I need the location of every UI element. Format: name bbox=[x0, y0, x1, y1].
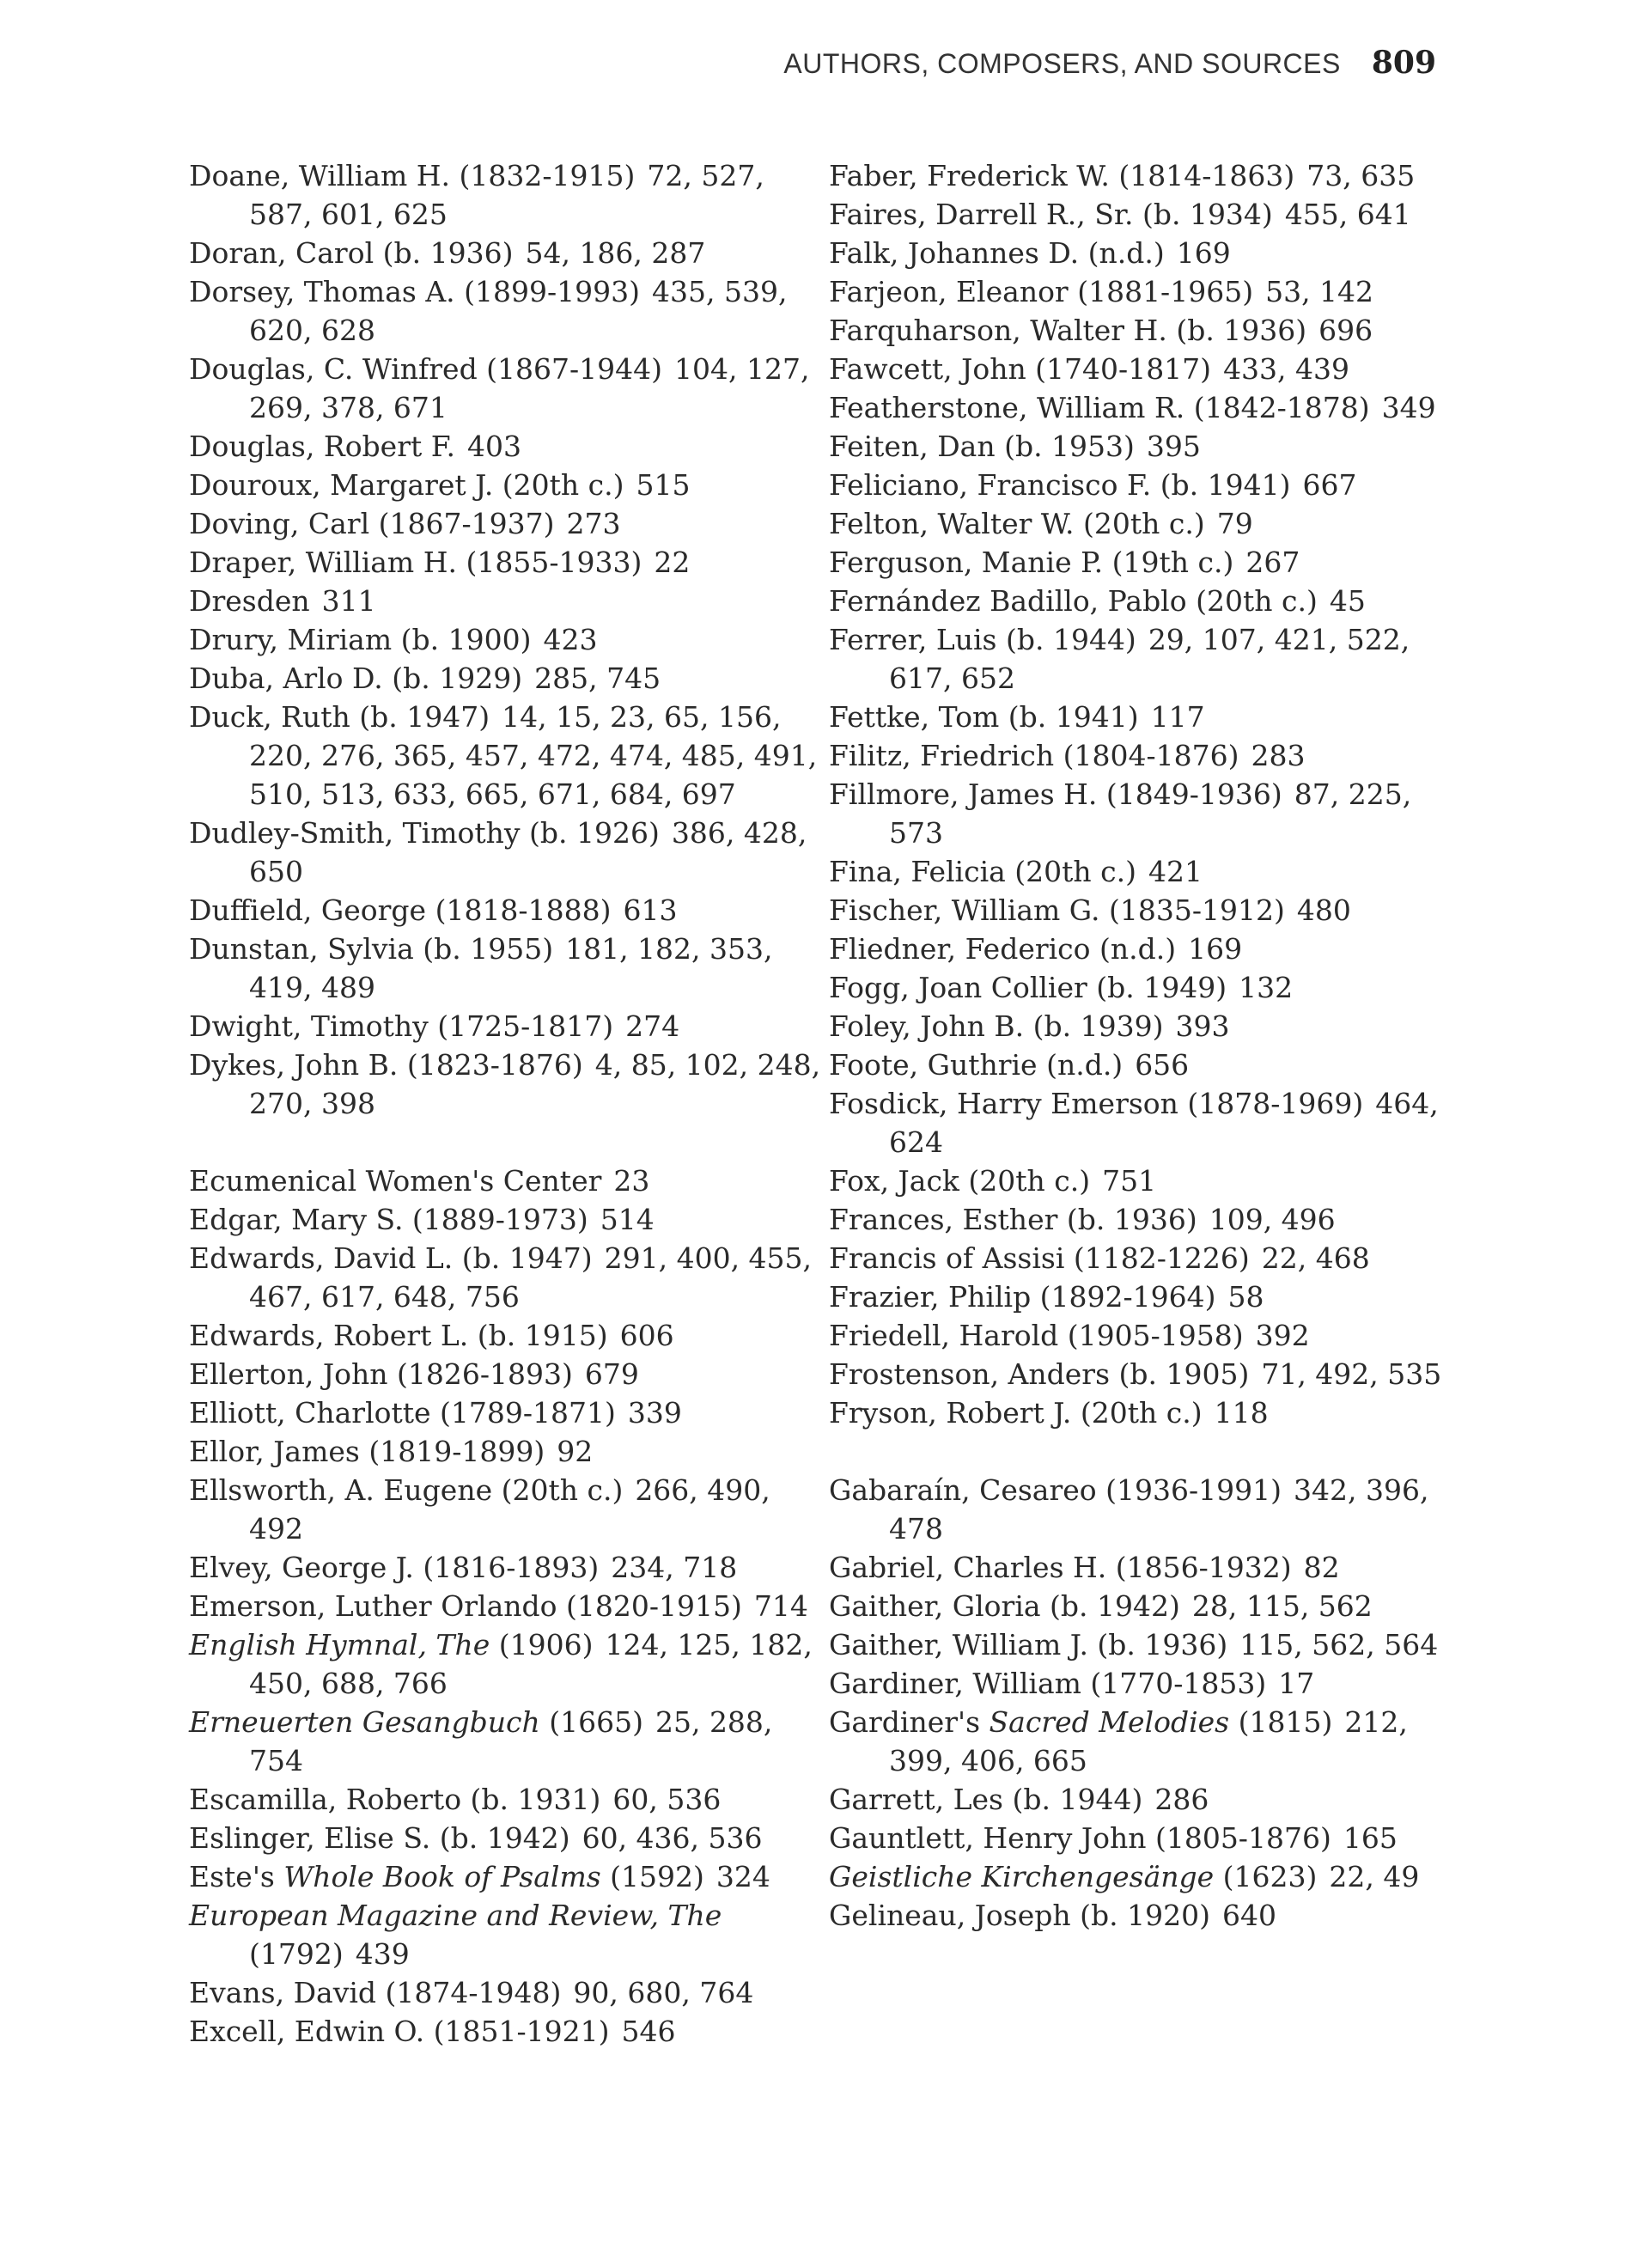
index-entry bbox=[189, 1471, 825, 1548]
entry-name: Douglas, Robert F. bbox=[189, 430, 455, 463]
index-entry bbox=[189, 1239, 825, 1316]
index-entry bbox=[189, 427, 825, 466]
index-entry bbox=[189, 234, 825, 272]
entry-name: Ecumenical Women's Center bbox=[189, 1164, 602, 1198]
entry-name-suffix: (1792) bbox=[249, 1937, 344, 1971]
entry-name: Frostenson, Anders (b. 1905) bbox=[829, 1357, 1250, 1391]
index-entry bbox=[829, 698, 1465, 736]
index-entry bbox=[189, 891, 825, 930]
entry-name: Ellsworth, A. Eugene (20th c.) bbox=[189, 1473, 624, 1507]
entry-name: Dorsey, Thomas A. (1899-1993) bbox=[189, 275, 641, 308]
index-entry bbox=[829, 1548, 1465, 1587]
entry-name: Fawcett, John (1740-1817) bbox=[829, 352, 1212, 386]
index-entry bbox=[829, 1084, 1465, 1161]
index-column-left bbox=[189, 156, 825, 2051]
entry-pages: 4, 85, 102, 248, 270, 398 bbox=[249, 1048, 821, 1120]
index-entry bbox=[189, 1432, 825, 1471]
entry-name: Fischer, William G. (1835-1912) bbox=[829, 893, 1285, 927]
entry-pages: 514 bbox=[600, 1203, 655, 1236]
index-entry bbox=[829, 930, 1465, 968]
index-entry bbox=[829, 1896, 1465, 1935]
entry-pages: 435, 539, 620, 628 bbox=[249, 275, 788, 347]
entry-source-title: European Magazine and Review, The bbox=[189, 1899, 722, 1932]
entry-pages: 25, 288, 754 bbox=[249, 1705, 773, 1777]
entry-name-suffix: (1623) bbox=[1214, 1860, 1318, 1893]
index-entry bbox=[189, 1548, 825, 1587]
entry-name: Gaither, Gloria (b. 1942) bbox=[829, 1589, 1180, 1623]
entry-pages: 79 bbox=[1216, 507, 1253, 540]
entry-name: Dudley-Smith, Timothy (b. 1926) bbox=[189, 816, 660, 850]
entry-pages: 118 bbox=[1214, 1396, 1269, 1430]
entry-pages: 14, 15, 23, 65, 156, 220, 276, 365, 457, 472, 474, 485, 491, 510, 513, 633, 665, 671, 684, 697 bbox=[249, 700, 818, 811]
index-entry bbox=[189, 659, 825, 698]
entry-pages: 393 bbox=[1175, 1009, 1230, 1043]
entry-name: Fernández Badillo, Pablo (20th c.) bbox=[829, 584, 1318, 618]
index-entry bbox=[829, 775, 1465, 852]
entry-pages: 285, 745 bbox=[534, 662, 661, 695]
entry-name-prefix: Gardiner's bbox=[829, 1705, 990, 1739]
index-entry bbox=[829, 466, 1465, 504]
entry-pages: 181, 182, 353, 419, 489 bbox=[249, 932, 773, 1004]
index-entry bbox=[829, 272, 1465, 311]
index-entry bbox=[189, 504, 825, 543]
entry-pages: 439 bbox=[355, 1937, 410, 1971]
index-entry bbox=[829, 156, 1465, 195]
entry-pages: 421 bbox=[1148, 855, 1203, 888]
entry-pages: 90, 680, 764 bbox=[573, 1976, 754, 2009]
index-entry bbox=[189, 1161, 825, 1200]
index-entry bbox=[189, 350, 825, 427]
entry-name-suffix: (1815) bbox=[1229, 1705, 1333, 1739]
index-entry bbox=[829, 1703, 1465, 1780]
entry-name: Gaither, William J. (b. 1936) bbox=[829, 1628, 1228, 1661]
entry-pages: 54, 186, 287 bbox=[525, 236, 706, 270]
entry-name: Draper, William H. (1855-1933) bbox=[189, 546, 642, 579]
entry-name: Gardiner, William (1770-1853) bbox=[829, 1667, 1267, 1700]
entry-source-title: Erneuerten Gesangbuch bbox=[189, 1705, 540, 1739]
entry-name-suffix: (1906) bbox=[490, 1628, 594, 1661]
index-entry bbox=[829, 388, 1465, 427]
entry-name: Emerson, Luther Orlando (1820-1915) bbox=[189, 1589, 742, 1623]
entry-source-title: Sacred Melodies bbox=[989, 1705, 1230, 1739]
entry-pages: 169 bbox=[1176, 236, 1231, 270]
entry-name: Gabriel, Charles H. (1856-1932) bbox=[829, 1551, 1292, 1584]
entry-name: Faber, Frederick W. (1814-1863) bbox=[829, 159, 1295, 192]
entry-pages: 169 bbox=[1188, 932, 1243, 966]
entry-pages: 455, 641 bbox=[1284, 198, 1411, 231]
index-entry bbox=[829, 1625, 1465, 1664]
entry-name: Fogg, Joan Collier (b. 1949) bbox=[829, 971, 1227, 1004]
entry-pages: 464, 624 bbox=[889, 1087, 1439, 1159]
entry-pages: 342, 396, 478 bbox=[889, 1473, 1429, 1546]
entry-name: Feliciano, Francisco F. (b. 1941) bbox=[829, 468, 1291, 502]
entry-name: Frazier, Philip (1892-1964) bbox=[829, 1280, 1216, 1314]
index-entry bbox=[189, 1625, 825, 1703]
index-entry bbox=[829, 427, 1465, 466]
entry-name: Gauntlett, Henry John (1805-1876) bbox=[829, 1821, 1331, 1855]
index-entry bbox=[829, 543, 1465, 582]
entry-pages: 117 bbox=[1150, 700, 1205, 734]
index-entry bbox=[829, 1200, 1465, 1239]
entry-name: Fettke, Tom (b. 1941) bbox=[829, 700, 1139, 734]
index-entry bbox=[829, 1161, 1465, 1200]
entry-pages: 29, 107, 421, 522, 617, 652 bbox=[889, 623, 1410, 695]
entry-name: Gelineau, Joseph (b. 1920) bbox=[829, 1899, 1210, 1932]
index-entry bbox=[829, 1239, 1465, 1277]
entry-name: Doran, Carol (b. 1936) bbox=[189, 236, 514, 270]
entry-pages: 656 bbox=[1135, 1048, 1190, 1082]
entry-name: Douroux, Margaret J. (20th c.) bbox=[189, 468, 624, 502]
entry-pages: 22 bbox=[654, 546, 691, 579]
entry-pages: 22, 468 bbox=[1261, 1241, 1370, 1275]
index-entry bbox=[189, 1819, 825, 1857]
entry-pages: 267 bbox=[1245, 546, 1300, 579]
entry-name: Fillmore, James H. (1849-1936) bbox=[829, 777, 1282, 811]
index-entry bbox=[829, 1819, 1465, 1857]
entry-pages: 403 bbox=[467, 430, 521, 463]
index-entry bbox=[829, 582, 1465, 620]
index-entry bbox=[829, 504, 1465, 543]
entry-name: Friedell, Harold (1905-1958) bbox=[829, 1319, 1244, 1352]
entry-pages: 72, 527, 587, 601, 625 bbox=[249, 159, 764, 231]
entry-name: Dunstan, Sylvia (b. 1955) bbox=[189, 932, 554, 966]
index-entry bbox=[189, 1393, 825, 1432]
page-number: 809 bbox=[1371, 45, 1436, 81]
entry-source-title: Geistliche Kirchengesänge bbox=[829, 1860, 1215, 1893]
entry-pages: 87, 225, 573 bbox=[889, 777, 1412, 850]
index-entry bbox=[189, 1973, 825, 2012]
entry-pages: 109, 496 bbox=[1209, 1203, 1336, 1236]
index-entry bbox=[189, 1046, 825, 1123]
entry-name: Fryson, Robert J. (20th c.) bbox=[829, 1396, 1203, 1430]
entry-pages: 273 bbox=[566, 507, 621, 540]
running-head bbox=[783, 45, 1436, 81]
index-entry bbox=[829, 1277, 1465, 1316]
index-entry bbox=[829, 311, 1465, 350]
entry-name: Edwards, Robert L. (b. 1915) bbox=[189, 1319, 608, 1352]
entry-pages: 165 bbox=[1343, 1821, 1398, 1855]
entry-pages: 714 bbox=[753, 1589, 808, 1623]
entry-name: Elliott, Charlotte (1789-1871) bbox=[189, 1396, 616, 1430]
index-entry bbox=[189, 814, 825, 891]
entry-name-prefix: Este's bbox=[189, 1860, 284, 1893]
index-entry bbox=[829, 1664, 1465, 1703]
index-entry bbox=[829, 1393, 1465, 1432]
entry-pages: 339 bbox=[627, 1396, 682, 1430]
index-column-right bbox=[829, 156, 1465, 1935]
index-entry bbox=[189, 1200, 825, 1239]
entry-pages: 58 bbox=[1227, 1280, 1264, 1314]
entry-pages: 480 bbox=[1296, 893, 1351, 927]
entry-name: Doving, Carl (1867-1937) bbox=[189, 507, 555, 540]
index-entry bbox=[189, 272, 825, 350]
entry-pages: 92 bbox=[557, 1435, 594, 1468]
entry-pages: 132 bbox=[1239, 971, 1294, 1004]
entry-pages: 395 bbox=[1146, 430, 1201, 463]
entry-name-suffix: (1592) bbox=[600, 1860, 704, 1893]
entry-name: Foote, Guthrie (n.d.) bbox=[829, 1048, 1124, 1082]
entry-name: Doane, William H. (1832-1915) bbox=[189, 159, 636, 192]
entry-name: Farquharson, Walter H. (b. 1936) bbox=[829, 314, 1307, 347]
entry-name: Featherstone, William R. (1842-1878) bbox=[829, 391, 1370, 424]
index-entry bbox=[189, 1355, 825, 1393]
index-entry bbox=[189, 156, 825, 234]
entry-name: Evans, David (1874-1948) bbox=[189, 1976, 562, 2009]
entry-name: Escamilla, Roberto (b. 1931) bbox=[189, 1783, 601, 1816]
entry-pages: 679 bbox=[584, 1357, 639, 1391]
entry-pages: 311 bbox=[321, 584, 376, 618]
entry-pages: 283 bbox=[1251, 739, 1306, 772]
index-entry bbox=[829, 852, 1465, 891]
index-entry bbox=[189, 1007, 825, 1046]
index-entry bbox=[189, 930, 825, 1007]
index-entry bbox=[829, 195, 1465, 234]
entry-name: Falk, Johannes D. (n.d.) bbox=[829, 236, 1165, 270]
entry-name: Dykes, John B. (1823-1876) bbox=[189, 1048, 583, 1082]
entry-pages: 606 bbox=[619, 1319, 674, 1352]
entry-name: Edwards, David L. (b. 1947) bbox=[189, 1241, 593, 1275]
entry-source-title: Whole Book of Psalms bbox=[283, 1860, 601, 1893]
index-entry bbox=[189, 582, 825, 620]
index-entry bbox=[189, 698, 825, 814]
entry-name: Frances, Esther (b. 1936) bbox=[829, 1203, 1197, 1236]
entry-pages: 266, 490, 492 bbox=[249, 1473, 770, 1546]
entry-name: Ellerton, John (1826-1893) bbox=[189, 1357, 573, 1391]
entry-pages: 546 bbox=[621, 2015, 676, 2048]
index-entry bbox=[829, 620, 1465, 698]
index-entry bbox=[829, 736, 1465, 775]
entry-pages: 613 bbox=[623, 893, 678, 927]
entry-pages: 640 bbox=[1221, 1899, 1276, 1932]
entry-pages: 234, 718 bbox=[611, 1551, 738, 1584]
entry-pages: 274 bbox=[625, 1009, 680, 1043]
index-entry bbox=[829, 1046, 1465, 1084]
entry-pages: 349 bbox=[1381, 391, 1436, 424]
entry-source-title: English Hymnal, The bbox=[189, 1628, 490, 1661]
entry-name: Duffield, George (1818-1888) bbox=[189, 893, 612, 927]
entry-name: Farjeon, Eleanor (1881-1965) bbox=[829, 275, 1254, 308]
entry-name: Francis of Assisi (1182-1226) bbox=[829, 1241, 1250, 1275]
entry-name: Drury, Miriam (b. 1900) bbox=[189, 623, 532, 656]
entry-name: Edgar, Mary S. (1889-1973) bbox=[189, 1203, 588, 1236]
index-entry bbox=[189, 2012, 825, 2051]
entry-pages: 60, 436, 536 bbox=[582, 1821, 763, 1855]
entry-name: Eslinger, Elise S. (b. 1942) bbox=[189, 1821, 570, 1855]
index-entry bbox=[189, 620, 825, 659]
index-entry bbox=[189, 1703, 825, 1780]
entry-pages: 124, 125, 182, 450, 688, 766 bbox=[249, 1628, 813, 1700]
entry-pages: 286 bbox=[1154, 1783, 1209, 1816]
index-entry bbox=[189, 1857, 825, 1896]
entry-pages: 104, 127, 269, 378, 671 bbox=[249, 352, 810, 424]
index-entry bbox=[189, 1896, 825, 1973]
entry-name-suffix: (1665) bbox=[539, 1705, 643, 1739]
entry-pages: 696 bbox=[1318, 314, 1373, 347]
index-entry bbox=[829, 1316, 1465, 1355]
entry-pages: 28, 115, 562 bbox=[1191, 1589, 1373, 1623]
index-entry bbox=[829, 234, 1465, 272]
entry-pages: 60, 536 bbox=[612, 1783, 722, 1816]
entry-pages: 22, 49 bbox=[1329, 1860, 1420, 1893]
entry-pages: 17 bbox=[1278, 1667, 1315, 1700]
index-entry bbox=[189, 543, 825, 582]
entry-name: Ferguson, Manie P. (19th c.) bbox=[829, 546, 1234, 579]
entry-pages: 392 bbox=[1255, 1319, 1310, 1352]
entry-pages: 423 bbox=[543, 623, 598, 656]
entry-name: Fosdick, Harry Emerson (1878-1969) bbox=[829, 1087, 1364, 1120]
entry-name: Duba, Arlo D. (b. 1929) bbox=[189, 662, 523, 695]
entry-name: Ferrer, Luis (b. 1944) bbox=[829, 623, 1136, 656]
entry-name: Faires, Darrell R., Sr. (b. 1934) bbox=[829, 198, 1273, 231]
entry-name: Garrett, Les (b. 1944) bbox=[829, 1783, 1143, 1816]
entry-name: Felton, Walter W. (20th c.) bbox=[829, 507, 1205, 540]
entry-name: Feiten, Dan (b. 1953) bbox=[829, 430, 1135, 463]
entry-pages: 23 bbox=[613, 1164, 650, 1198]
entry-pages: 515 bbox=[636, 468, 691, 502]
entry-name: Dresden bbox=[189, 584, 310, 618]
entry-pages: 751 bbox=[1102, 1164, 1157, 1198]
entry-pages: 386, 428, 650 bbox=[249, 816, 807, 888]
entry-name: Excell, Edwin O. (1851-1921) bbox=[189, 2015, 610, 2048]
index-entry bbox=[829, 1587, 1465, 1625]
entry-name: Duck, Ruth (b. 1947) bbox=[189, 700, 490, 734]
entry-name: Foley, John B. (b. 1939) bbox=[829, 1009, 1164, 1043]
index-entry bbox=[189, 466, 825, 504]
index-entry bbox=[189, 1587, 825, 1625]
index-entry bbox=[829, 1780, 1465, 1819]
index-entry bbox=[829, 1857, 1465, 1896]
index-entry bbox=[829, 1007, 1465, 1046]
index-entry bbox=[829, 1355, 1465, 1393]
index-entry bbox=[189, 1316, 825, 1355]
entry-name: Fliedner, Federico (n.d.) bbox=[829, 932, 1177, 966]
entry-name: Fox, Jack (20th c.) bbox=[829, 1164, 1091, 1198]
index-entry bbox=[189, 1780, 825, 1819]
entry-name: Ellor, James (1819-1899) bbox=[189, 1435, 545, 1468]
index-entry bbox=[829, 350, 1465, 388]
entry-pages: 45 bbox=[1329, 584, 1366, 618]
entry-name: Douglas, C. Winfred (1867-1944) bbox=[189, 352, 663, 386]
index-entry bbox=[829, 1471, 1465, 1548]
entry-name: Filitz, Friedrich (1804-1876) bbox=[829, 739, 1239, 772]
entry-name: Gabaraín, Cesareo (1936-1991) bbox=[829, 1473, 1282, 1507]
entry-name: Fina, Felicia (20th c.) bbox=[829, 855, 1137, 888]
entry-pages: 291, 400, 455, 467, 617, 648, 756 bbox=[249, 1241, 813, 1314]
index-entry bbox=[829, 968, 1465, 1007]
running-head-title: AUTHORS, COMPOSERS, AND SOURCES bbox=[783, 48, 1341, 79]
entry-pages: 212, 399, 406, 665 bbox=[889, 1705, 1408, 1777]
entry-pages: 433, 439 bbox=[1223, 352, 1350, 386]
entry-name: Dwight, Timothy (1725-1817) bbox=[189, 1009, 614, 1043]
entry-name: Elvey, George J. (1816-1893) bbox=[189, 1551, 600, 1584]
entry-pages: 73, 635 bbox=[1306, 159, 1416, 192]
index-entry bbox=[829, 891, 1465, 930]
entry-pages: 667 bbox=[1302, 468, 1357, 502]
entry-pages: 53, 142 bbox=[1265, 275, 1374, 308]
entry-pages: 82 bbox=[1303, 1551, 1340, 1584]
entry-pages: 115, 562, 564 bbox=[1239, 1628, 1439, 1661]
entry-pages: 71, 492, 535 bbox=[1261, 1357, 1442, 1391]
entry-pages: 324 bbox=[716, 1860, 770, 1893]
